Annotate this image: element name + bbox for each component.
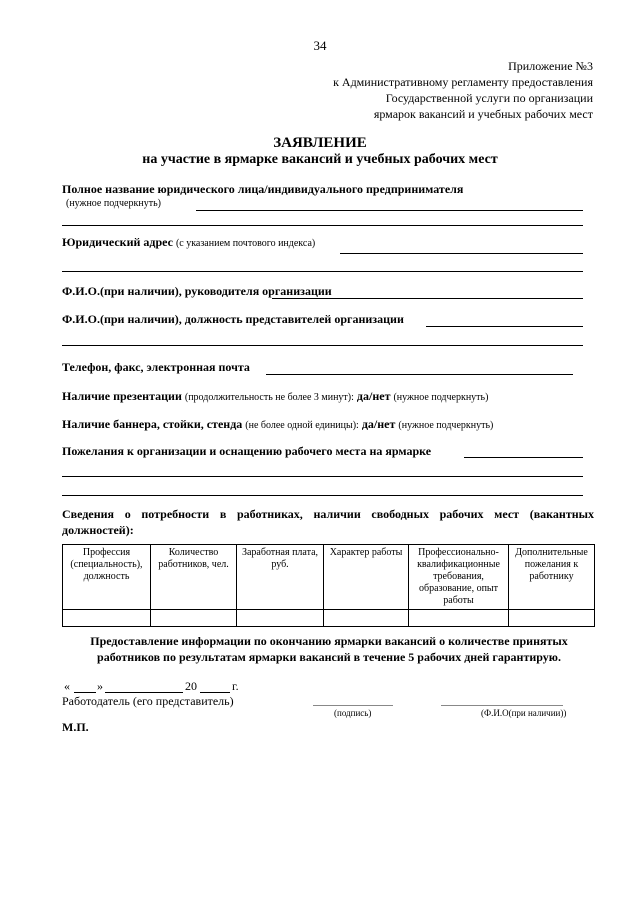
needs-header-salary: Заработная плата, руб.	[237, 545, 324, 610]
date-month-field[interactable]	[105, 692, 183, 693]
presentation-note: (нужное подчеркнуть)	[393, 392, 489, 403]
needs-heading: Сведения о потребности в работниках, наличии свободных рабочих мест (вакантных должностей):	[62, 507, 594, 537]
needs-table-row	[63, 610, 595, 627]
reps-fio-field-line-2[interactable]	[62, 345, 583, 346]
date-year-prefix: 20	[185, 679, 197, 693]
head-fio-field-line[interactable]	[272, 298, 583, 299]
signature-field-line[interactable]	[313, 705, 393, 706]
needs-cell-profession[interactable]	[63, 610, 151, 627]
appendix-line-3: Государственной услуги по организации	[385, 91, 593, 105]
wishes-label: Пожелания к организации и оснащению рабочего места на ярмарке	[62, 444, 432, 458]
legal-address-label	[62, 235, 315, 250]
reps-fio-label: Ф.И.О.(при наличии), должность представителей организации	[62, 312, 404, 326]
wishes-field-line-1[interactable]	[464, 457, 583, 458]
banner-hint: (не более одной единицы):	[245, 420, 359, 431]
needs-header-count: Количество работников, чел.	[151, 545, 237, 610]
legal-address-field-line-1[interactable]	[340, 253, 583, 254]
needs-cell-work-type[interactable]	[324, 610, 409, 627]
date-year-suffix: г.	[232, 679, 239, 693]
presentation-choice[interactable]: да/нет	[356, 389, 391, 403]
needs-header-wishes: Дополнительные пожелания к работнику	[509, 545, 595, 610]
wishes-field-line-3[interactable]	[62, 495, 583, 496]
fio-field-line[interactable]	[441, 705, 563, 706]
head-fio-label: Ф.И.О.(при наличии), руководителя организации	[62, 284, 332, 298]
org-name-hint: (нужное подчеркнуть)	[66, 198, 161, 209]
needs-header-requirements: Профессионально-квалификационные требования, образование, опыт работы	[409, 545, 509, 610]
needs-cell-wishes[interactable]	[509, 610, 595, 627]
needs-header-work-type: Характер работы	[324, 545, 409, 610]
legal-address-field-line-2[interactable]	[62, 271, 583, 272]
legal-address-hint: (с указанием почтового индекса)	[175, 238, 316, 249]
presentation-hint: (продолжительность не более 3 минут):	[184, 392, 354, 403]
contacts-label: Телефон, факс, электронная почта	[62, 360, 250, 374]
legal-address-title: Юридический адрес	[62, 235, 173, 249]
needs-table	[62, 544, 595, 627]
reps-fio-field-line-1[interactable]	[426, 326, 583, 327]
appendix-line-2: к Административному регламенту предоставления	[333, 75, 593, 89]
banner-row	[62, 417, 493, 432]
date-quote-close: »	[97, 679, 103, 693]
stamp-label: М.П.	[62, 720, 89, 734]
needs-header-profession: Профессия (специальность), должность	[63, 545, 151, 610]
appendix-line-4: ярмарок вакансий и учебных рабочих мест	[373, 107, 593, 121]
document-subtitle: на участие в ярмарке вакансий и учебных рабочих мест	[142, 152, 498, 167]
presentation-label: Наличие презентации	[62, 389, 182, 403]
date-day-field[interactable]	[74, 692, 96, 693]
employer-label: Работодатель (его представитель)	[62, 694, 234, 708]
needs-cell-count[interactable]	[151, 610, 237, 627]
needs-cell-salary[interactable]	[237, 610, 324, 627]
banner-choice[interactable]: да/нет	[361, 417, 396, 431]
page-number: 34	[313, 38, 327, 53]
banner-note: (нужное подчеркнуть)	[398, 420, 494, 431]
wishes-field-line-2[interactable]	[62, 476, 583, 477]
needs-cell-requirements[interactable]	[409, 610, 509, 627]
banner-label: Наличие баннера, стойки, стенда	[62, 417, 243, 431]
org-name-field-line-2[interactable]	[62, 225, 583, 226]
needs-table-header-row	[63, 545, 595, 610]
document-title: ЗАЯВЛЕНИЕ	[273, 135, 367, 151]
org-name-field-line-1[interactable]	[196, 210, 583, 211]
org-name-label: Полное название юридического лица/индивидуального предпринимателя	[62, 182, 464, 196]
appendix-line-1: Приложение №3	[508, 59, 593, 73]
guarantee-statement: Предоставление информации по окончанию ярмарки вакансий о количестве принятых работников по результатам ярмарки вакансий в течение 5 рабочих дней гарантирую.	[90, 634, 568, 664]
date-quote-open: «	[64, 679, 70, 693]
contacts-field-line[interactable]	[266, 374, 573, 375]
presentation-row	[62, 389, 488, 404]
fio-caption: (Ф.И.О(при наличии))	[481, 708, 567, 718]
date-year-field[interactable]	[200, 692, 230, 693]
signature-caption: (подпись)	[334, 708, 372, 718]
